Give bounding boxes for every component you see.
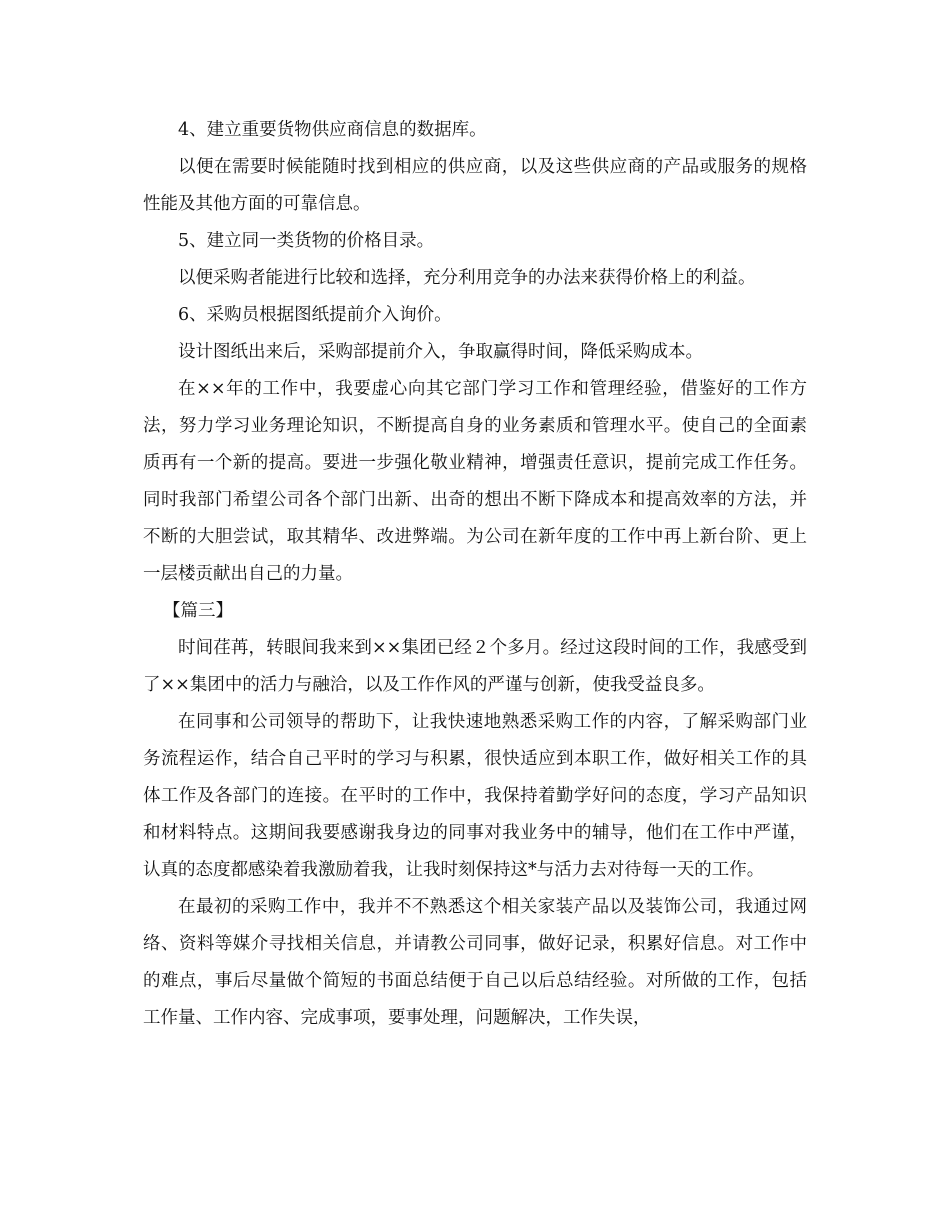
section-three-title: 【篇三】	[163, 601, 233, 621]
initial-work-paragraph: 在最初的采购工作中，我并不不熟悉这个相关家装产品以及装饰公司，我通过网络、资料等媒介寻找相关信息，并请教公司同事，做好记录，积累好信息。对工作中的难点，事后尽量做个简短的书面总结便于自己以后总结经验。对所做的工作，包括工作量、工作内容、完成事项，要事处理，问题解决，工作失误，	[143, 897, 807, 1028]
document-page	[143, 112, 807, 1037]
item-4-heading: 4、建立重要货物供应商信息的数据库。	[178, 120, 487, 140]
plan-paragraph: 在××年的工作中，我要虚心向其它部门学习工作和管理经验，借鉴好的工作方法，努力学习业务理论知识，不断提高自身的业务素质和管理水平。使自己的全面素质再有一个新的提高。要进一步强化敬业精神，增强责任意识，提前完成工作任务。同时我部门希望公司各个部门出新、出奇的想出不断下降成本和提高效率的方法，并不断的大胆尝试，取其精华、改进弊端。为公司在新年度的工作中再上新台阶、更上一层楼贡献出自己的力量。	[143, 379, 807, 584]
item-4-body: 以便在需要时候能随时找到相应的供应商，以及这些供应商的产品或服务的规格性能及其他方面的可靠信息。	[143, 157, 807, 214]
item-5-heading: 5、建立同一类货物的价格目录。	[178, 231, 435, 251]
item-6-heading: 6、采购员根据图纸提前介入询价。	[178, 305, 452, 325]
item-5-body: 以便采购者能进行比较和选择，充分利用竞争的办法来获得价格上的利益。	[178, 268, 756, 288]
item-6-body: 设计图纸出来后，采购部提前介入，争取赢得时间，降低采购成本。	[178, 342, 703, 362]
colleagues-paragraph: 在同事和公司领导的帮助下，让我快速地熟悉采购工作的内容，了解采购部门业务流程运作，结合自己平时的学习与积累，很快适应到本职工作，做好相关工作的具体工作及各部门的连接。在平时的工作中，我保持着勤学好问的态度，学习产品知识和材料特点。这期间我要感谢我身边的同事对我业务中的辅导，他们在工作中严谨，认真的态度都感染着我激励着我，让我时刻保持这*与活力去对待每一天的工作。	[143, 712, 807, 880]
intro-paragraph: 时间荏苒，转眼间我来到××集团已经２个多月。经过这段时间的工作，我感受到了××集团中的活力与融洽，以及工作作风的严谨与创新，使我受益良多。	[143, 638, 807, 695]
